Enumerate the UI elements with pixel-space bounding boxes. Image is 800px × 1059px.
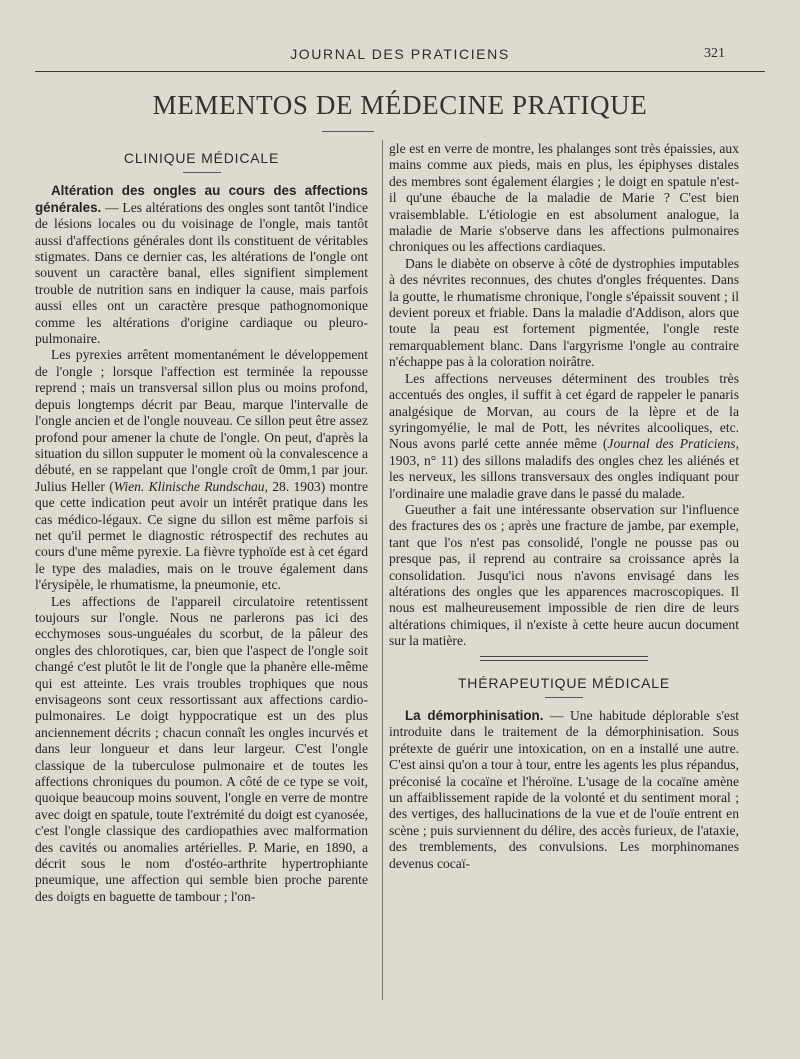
right-column	[389, 141, 739, 872]
article-lead: Altération des ongles au cours des affections générales.	[35, 183, 368, 215]
section-double-rule	[480, 656, 648, 661]
running-head	[0, 46, 800, 68]
left-column	[35, 146, 368, 905]
paragraph	[35, 183, 368, 347]
title-rule	[322, 131, 374, 132]
paragraph-text: Les affections nerveuses déterminent des troubles très accentués des ongles, il suffit à cet égard de rappeler le panaris analgésique de Morvan, au cours de la lèpre et de la syringomyélie, le mal de Pott, les névrites alcooliques, etc. Nous avons parlé cette année même (	[389, 370, 739, 452]
citation: Wien. Klinische Rundschau,	[113, 478, 268, 494]
page-title: MEMENTOS DE MÉDECINE PRATIQUE	[152, 90, 648, 120]
paragraph	[35, 347, 368, 593]
article-lead: La démorphinisation.	[405, 708, 544, 723]
paragraph: Dans le diabète on observe à côté de dystrophies imputables à des névrites reconnues, des chutes d'ongles fréquentes. Dans la goutte, le rhumatisme chronique, l'ongle s'épaissit souvent ; il devient poreux et friable. Dans la maladie d'Addison, alors que toute la peau est fortement pigmentée, l'ongle reste remarquablement blanc. Dans l'argyrisme l'ongle au contraire n'échappe pas à la coloration noirâtre.	[389, 255, 739, 370]
paragraph-text: 28. 1903) montre que cette indication peut avoir un intérêt pratique dans les cas médico-légaux. Ce signe du sillon est même parfois si net qu'il permet le diagnostic rétrospectif des rechutes au cours d'une même pyrexie. La fièvre typhoïde est à cet égard le type des maladies, mais on le trouve également dans l'érysipèle, le rhumatisme, la pneumonie, etc.	[35, 478, 368, 593]
paragraph-text: — Les altérations des ongles sont tantôt l'indice de lésions locales ou du voisinage de l'ongle, mais tantôt aussi d'affections générales dont ils constituent de véritables stigmates. Dans ce dernier cas, les altérations de l'ongle ont souvent un caractère banal, elles signifient simplement trouble de nutrition sans en indiquer la cause, mais parfois aussi elles ont un caractère presque pathognomonique comme les altérations d'origine cardiaque ou pleuro-pulmonaire.	[35, 199, 368, 347]
paragraph	[389, 708, 739, 872]
header-rule	[35, 71, 765, 72]
section-heading-clinique: CLINIQUE MÉDICALE	[123, 150, 280, 166]
paragraph-text: — Une habitude déplorable s'est introduite dans le traitement de la démorphinisation. Sous prétexte de guérir une intoxication, on en a installé une autre. C'est ainsi qu'on a tour à tour, entre les agents les plus répandus, préconisé la cocaïne et l'héroïne. L'usage de la cocaïne amène un affaiblissement rapide de la volonté et du sentiment moral ; des vertiges, des hallucinations de la vue et de l'ouïe entrent en scène ; puis surviennent du délire, des accès furieux, de l'ataxie, des tremblements, des convulsions. Les morphinomanes devenus cocaï-	[389, 708, 740, 871]
paragraph: Les affections de l'appareil circulatoire retentissent toujours sur l'ongle. Nous ne parlerons pas ici des ecchymoses sous-unguéales du scorbut, de la pâleur des ongles des chlorotiques, car, bien que l'aspect de l'ongle soit changé c'est plutôt le lit de l'ongle que la phanère elle-même qui est atteinte. Les vrais troubles trophiques que nous envisageons sont ceux ressortissant aux affections cardio-pulmonaires. Le doigt hyppocratique est un des plus anciennement décrits ; chacun connaît les ongles incurvés et dans leur longueur et dans leur largeur. C'est l'ongle classique de la tuberculose pulmonaire et de toutes les affections chroniques du poumon. A côté de ce type se voit, quoique beaucoup moins souvent, l'ongle en verre de montre avec doigt en spatule, toute l'extrémité du doigt est cyanosée, c'est l'ongle classique des cardiopathies avec malformation des cavités ou anomalies artérielles. P. Marie, en 1890, a décrit sous le nom d'ostéo-arthrite hypertrophiante pneumique, une affection qui semble bien proche parente des doigts en baguette de tambour ; l'on-	[35, 593, 368, 904]
paragraph	[389, 371, 739, 502]
section-heading-therapeutique: THÉRAPEUTIQUE MÉDICALE	[457, 674, 671, 691]
paragraph: Gueuther a fait une intéressante observation sur l'influence des fractures des os ; après une fracture de jambe, par exemple, tant que l'os n'est pas consolidé, l'ongle ne pousse pas ou presque pas, il reprend au contraire sa croissance après la consolidation. Jusqu'ici nous n'avons envisagé dans les altérations des ongles que les apparences macroscopiques. Il nous est malheureusement impossible de rien dire de leurs altérations chimiques, il n'existe à cette heure aucun document sur la matière.	[389, 501, 739, 649]
section-rule	[183, 172, 221, 173]
paragraph: gle est en verre de montre, les phalanges sont très épaissies, aux mains comme aux pieds, mais en plus, les épiphyses distales des membres sont également élargies ; le doigt en spatule n'est-il qu'une ébauche de la maladie de Marie ? C'est bien vraisemblable. L'étiologie en est absolument analogue, la maladie de Marie s'observe dans les affections pulmonaires chroniques ou les affections cardiaques.	[389, 141, 739, 255]
column-divider	[382, 140, 383, 1000]
paragraph-text: 1903, n° 11) des sillons maladifs des ongles chez les aliénés et les nerveux, les sillons transversaux des ongles indiquant pour l'ordinaire une maladie grave dans le passé du malade.	[389, 452, 739, 501]
citation: Journal des Praticiens,	[607, 436, 739, 452]
page-number: 321	[704, 46, 725, 61]
paragraph-text: Les pyrexies arrêtent momentanément le développement de l'ongle ; lorsque l'affection est terminée la repousse reprend ; mais un transversal sillon plus ou moins profond, depuis longtemps décrit par Beau, marque l'intervalle de l'ongle ancien et de l'ongle nouveau. Ce sillon peut être assez profond pour amener la chute de l'ongle. On peut, d'après la situation du sillon supputer le moment où la convalescence a débuté, en se rappelant que l'ongle croît de 0mm,1 par jour. Julius Heller (	[35, 347, 368, 494]
section-rule	[545, 697, 583, 698]
journal-title: JOURNAL DES PRATICIENS	[290, 46, 510, 62]
